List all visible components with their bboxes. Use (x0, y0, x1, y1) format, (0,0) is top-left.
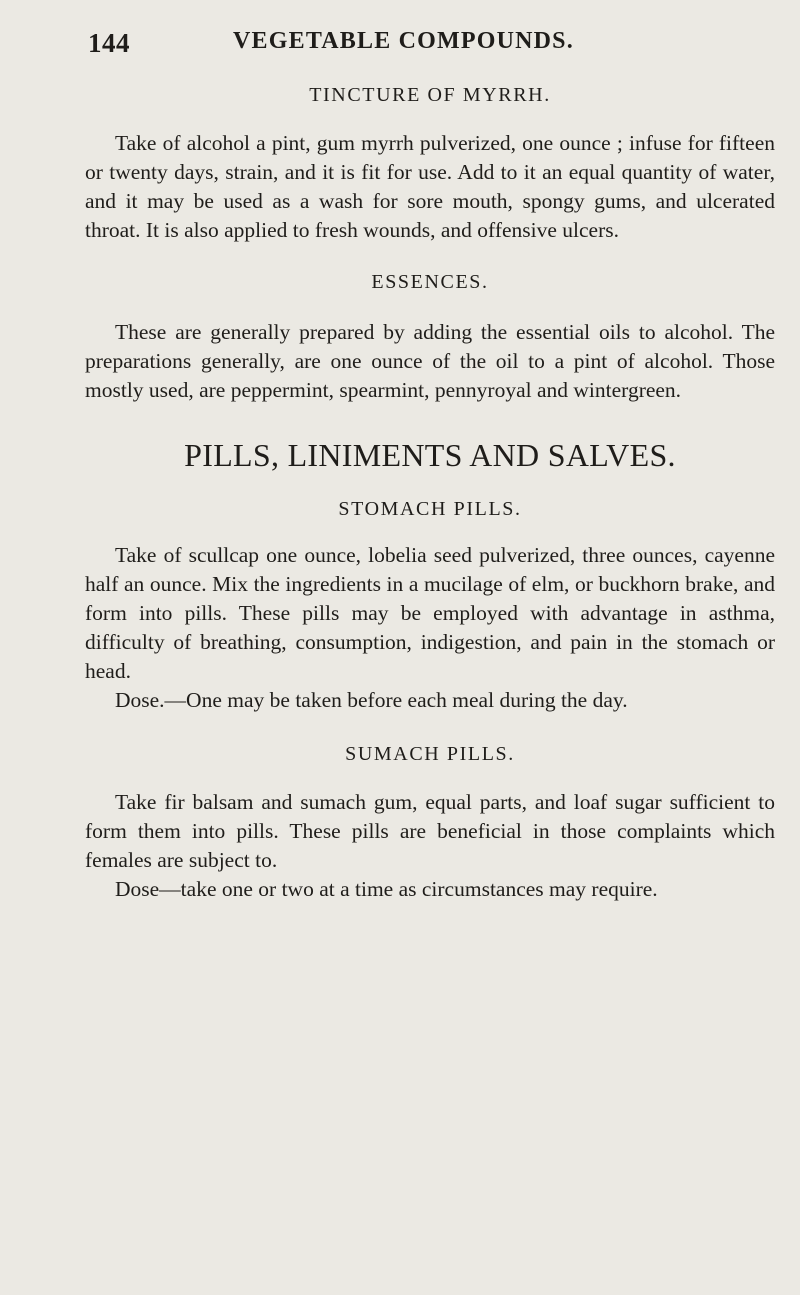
section-heading-stomach-pills: STOMACH PILLS. (338, 498, 522, 520)
paragraph-sumach-pills: Take fir balsam and sumach gum, equal parts, and loaf sugar sufficient to form them into pills. These pills are beneficial in those complaints which females are subject to. (85, 790, 775, 872)
paragraph-sumach-pills-dose: Dose—take one or two at a time as circumstances may require. (115, 877, 658, 901)
page-content (85, 84, 775, 904)
section-heading-sumach-pills: SUMACH PILLS. (345, 743, 515, 765)
chapter-heading-pills-liniments-salves: PILLS, LINIMENTS AND SALVES. (184, 437, 676, 473)
section-heading-essences: ESSENCES. (371, 271, 489, 293)
paragraph-essences: These are generally prepared by adding the essential oils to alcohol. The preparations generally, are one ounce of the oil to a pint of alcohol. Those mostly used, are peppermint, spearmint, pennyroyal and wintergreen. (85, 320, 775, 402)
page-number: 144 (88, 28, 130, 58)
section-heading-tincture-of-myrrh: TINCTURE OF MYRRH. (309, 84, 551, 106)
running-title: VEGETABLE COMPOUNDS. (233, 28, 574, 54)
paragraph-tincture-of-myrrh: Take of alcohol a pint, gum myrrh pulverized, one ounce ; infuse for fifteen or twenty days, strain, and it is fit for use. Add to it an equal quantity of water, and it may be used as a wash for sore mouth, spongy gums, and ulcerated throat. It is also applied to fresh wounds, and offensive ulcers. (85, 131, 775, 242)
paragraph-stomach-pills-dose: Dose.—One may be taken before each meal during the day. (115, 688, 628, 712)
running-head (88, 28, 608, 64)
paragraph-stomach-pills: Take of scullcap one ounce, lobelia seed pulverized, three ounces, cayenne half an ounce. Mix the ingredients in a mucilage of elm, or buckhorn brake, and form into pills. These pills may be employed with advantage in asthma, difficulty of breathing, consumption, indigestion, and pain in the stomach or head. (85, 543, 775, 683)
